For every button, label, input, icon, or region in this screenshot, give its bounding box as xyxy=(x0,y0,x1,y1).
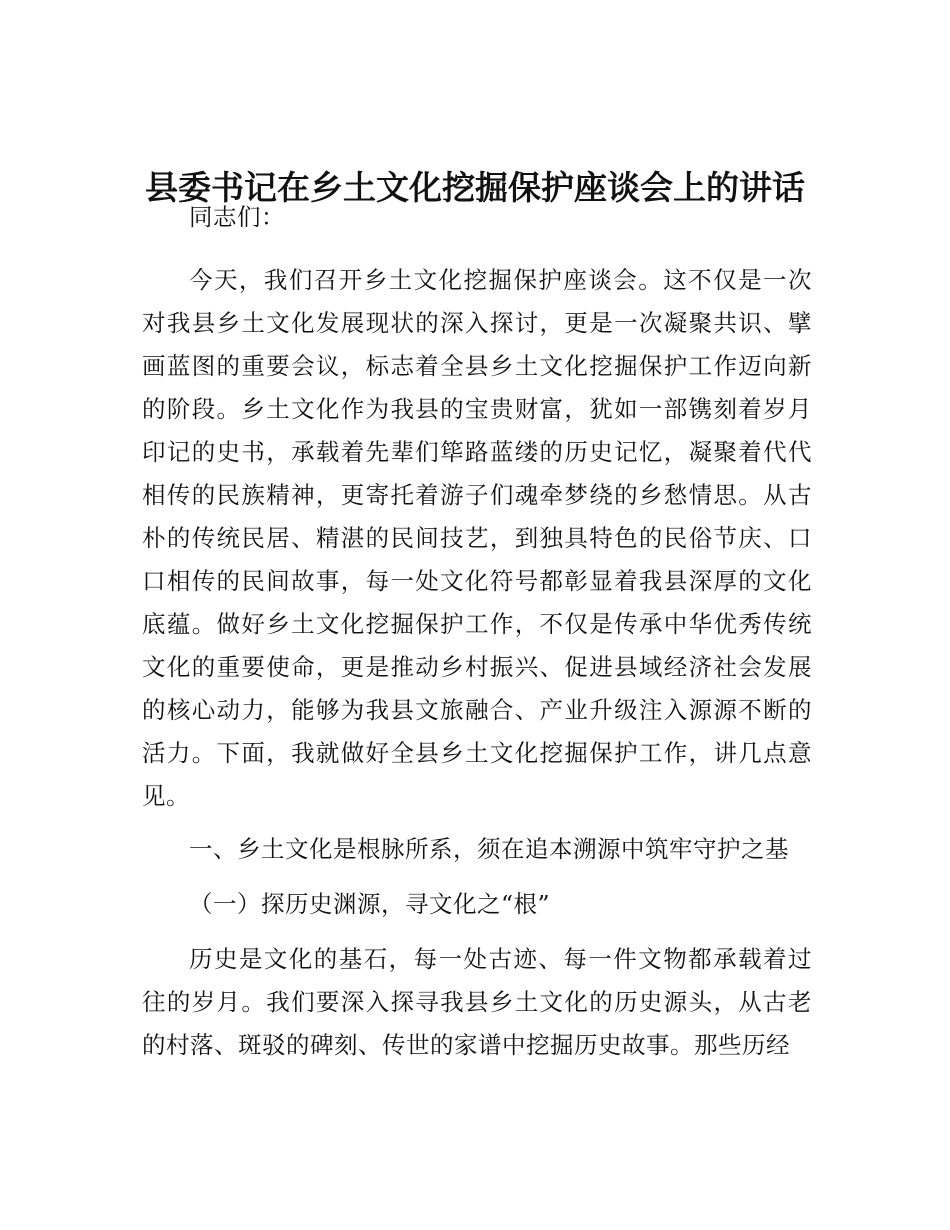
document-body xyxy=(142,196,812,1067)
document-title: 县委书记在乡土文化挖掘保护座谈会上的讲话 xyxy=(145,168,805,207)
body-paragraph: 历史是文化的基石，每一处古迹、每一件文物都承载着过往的岁月。我们要深入探寻我县乡土文化的历史源头，从古老的村落、斑驳的碑刻、传世的家谱中挖掘历史故事。那些历经 xyxy=(142,945,812,1059)
section-heading: 一、乡土文化是根脉所系，须在追本溯源中筑牢守护之基 xyxy=(189,835,789,863)
salutation: 同志们： xyxy=(189,203,285,231)
subsection-heading: （一）探历史渊源，寻文化之“根” xyxy=(189,890,551,918)
opening-paragraph: 今天，我们召开乡土文化挖掘保护座谈会。这不仅是一次对我县乡土文化发展现状的深入探讨，更是一次凝聚共识、擘画蓝图的重要会议，标志着全县乡土文化挖掘保护工作迈向新的阶段。乡土文化作为我县的宝贵财富，犹如一部镌刻着岁月印记的史书，承载着先辈们筚路蓝缕的历史记忆，凝聚着代代相传的民族精神，更寄托着游子们魂牵梦绕的乡愁情思。从古朴的传统民居、精湛的民间技艺，到独具特色的民俗节庆、口口相传的民间故事，每一处文化符号都彰显着我县深厚的文化底蕴。做好乡土文化挖掘保护工作，不仅是传承中华优秀传统文化的重要使命，更是推动乡村振兴、促进县域经济社会发展的核心动力，能够为我县文旅融合、产业升级注入源源不断的活力。下面，我就做好全县乡土文化挖掘保护工作，讲几点意见。 xyxy=(142,266,812,810)
